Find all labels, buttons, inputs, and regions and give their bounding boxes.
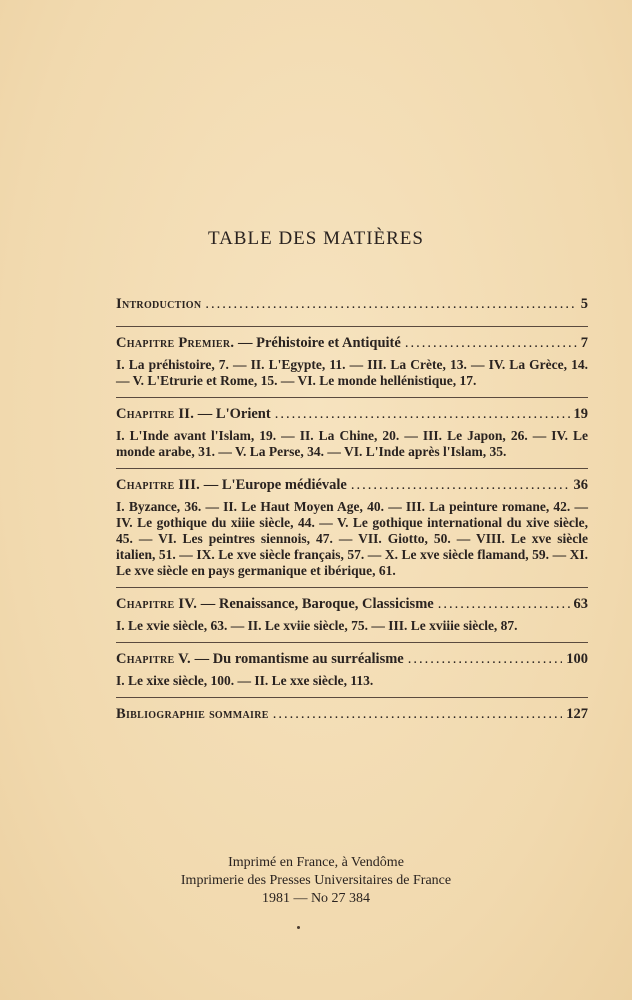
leader-dots <box>408 651 563 668</box>
leader-dots <box>438 596 570 613</box>
leader-dots <box>275 406 570 423</box>
leader-dots <box>351 477 570 494</box>
divider <box>116 326 588 327</box>
toc-entry-chapter-1 <box>116 335 588 357</box>
divider <box>116 642 588 643</box>
toc-entry-label: Chapitre V. <box>116 651 191 667</box>
leader-dots <box>273 706 563 723</box>
toc-entry-label: Chapitre IV. <box>116 596 198 612</box>
toc-entry-chapter-3 <box>116 477 588 499</box>
ornament-dot <box>297 926 300 929</box>
toc-entry-label: Chapitre Premier. <box>116 335 235 351</box>
toc-entry-bibliography <box>116 706 588 728</box>
toc-entry-subtitle: — L'Orient <box>194 406 271 422</box>
toc-entry-chapter-4 <box>116 596 588 618</box>
toc-entry-label: Chapitre III. <box>116 477 201 493</box>
toc-entry-description: I. Le xixe siècle, 100. — II. Le xxe siècle, 113. <box>116 673 374 688</box>
page-title: TABLE DES MATIÈRES <box>208 228 424 249</box>
toc-page-number: 63 <box>573 596 588 612</box>
imprint-line-location: Imprimé en France, à Vendôme <box>228 855 404 870</box>
toc-page-number: 19 <box>573 406 588 422</box>
toc-entry-label: Chapitre II. <box>116 406 195 422</box>
divider <box>116 397 588 398</box>
toc-entry-label: Bibliographie sommaire <box>116 706 269 722</box>
toc-entry-introduction <box>116 296 588 318</box>
printer-imprint <box>0 854 632 908</box>
toc-entry-subtitle: — L'Europe médiévale <box>200 477 347 493</box>
toc-entry-label: Introduction <box>116 296 202 312</box>
divider <box>116 587 588 588</box>
divider <box>116 468 588 469</box>
toc-entry-description: I. Byzance, 36. — II. Le Haut Moyen Age, 40. — III. La peinture romane, 42. — IV. Le gothique du xiiie siècle, 44. — V. Le gothique international du xive siècle, 45. — VI. Les peintres siennois, 47. — VII. Giotto, 50. — VIII. Le xve siècle italien, 51. — IX. Le xve siècle français, 57. — X. Le xve siècle flamand, 59. — XI. Le xve siècle en pays germanique et ibérique, 61. <box>116 499 588 578</box>
toc-entry-subtitle: — Du romantisme au surréalisme <box>190 651 404 667</box>
toc-page-number: 127 <box>566 706 588 722</box>
toc-page-number: 36 <box>573 477 588 493</box>
toc-entry-subtitle: — Préhistoire et Antiquité <box>234 335 401 351</box>
toc-entry-description: I. L'Inde avant l'Islam, 19. — II. La Chine, 20. — III. Le Japon, 26. — IV. Le monde arabe, 31. — V. La Perse, 34. — VI. L'Inde après l'Islam, 35. <box>116 428 588 459</box>
toc-entry-description: I. La préhistoire, 7. — II. L'Egypte, 11. — III. La Crète, 13. — IV. La Grèce, 14. — V. L'Etrurie et Rome, 15. — VI. Le monde hellénistique, 17. <box>116 357 588 388</box>
toc-page-number: 100 <box>566 651 588 667</box>
table-of-contents <box>116 296 588 728</box>
toc-entry-chapter-5 <box>116 651 588 673</box>
toc-entry-subtitle: — Renaissance, Baroque, Classicisme <box>197 596 434 612</box>
toc-page-number: 7 <box>580 335 588 351</box>
toc-entry-description: I. Le xvie siècle, 63. — II. Le xviie siècle, 75. — III. Le xviiie siècle, 87. <box>116 618 518 633</box>
leader-dots <box>405 335 577 352</box>
imprint-line-printer: Imprimerie des Presses Universitaires de France <box>180 873 452 888</box>
imprint-line-number: 1981 — No 27 384 <box>261 891 371 906</box>
toc-entry-chapter-2 <box>116 406 588 428</box>
divider <box>116 697 588 698</box>
leader-dots <box>205 296 576 313</box>
toc-page-number: 5 <box>580 296 588 312</box>
